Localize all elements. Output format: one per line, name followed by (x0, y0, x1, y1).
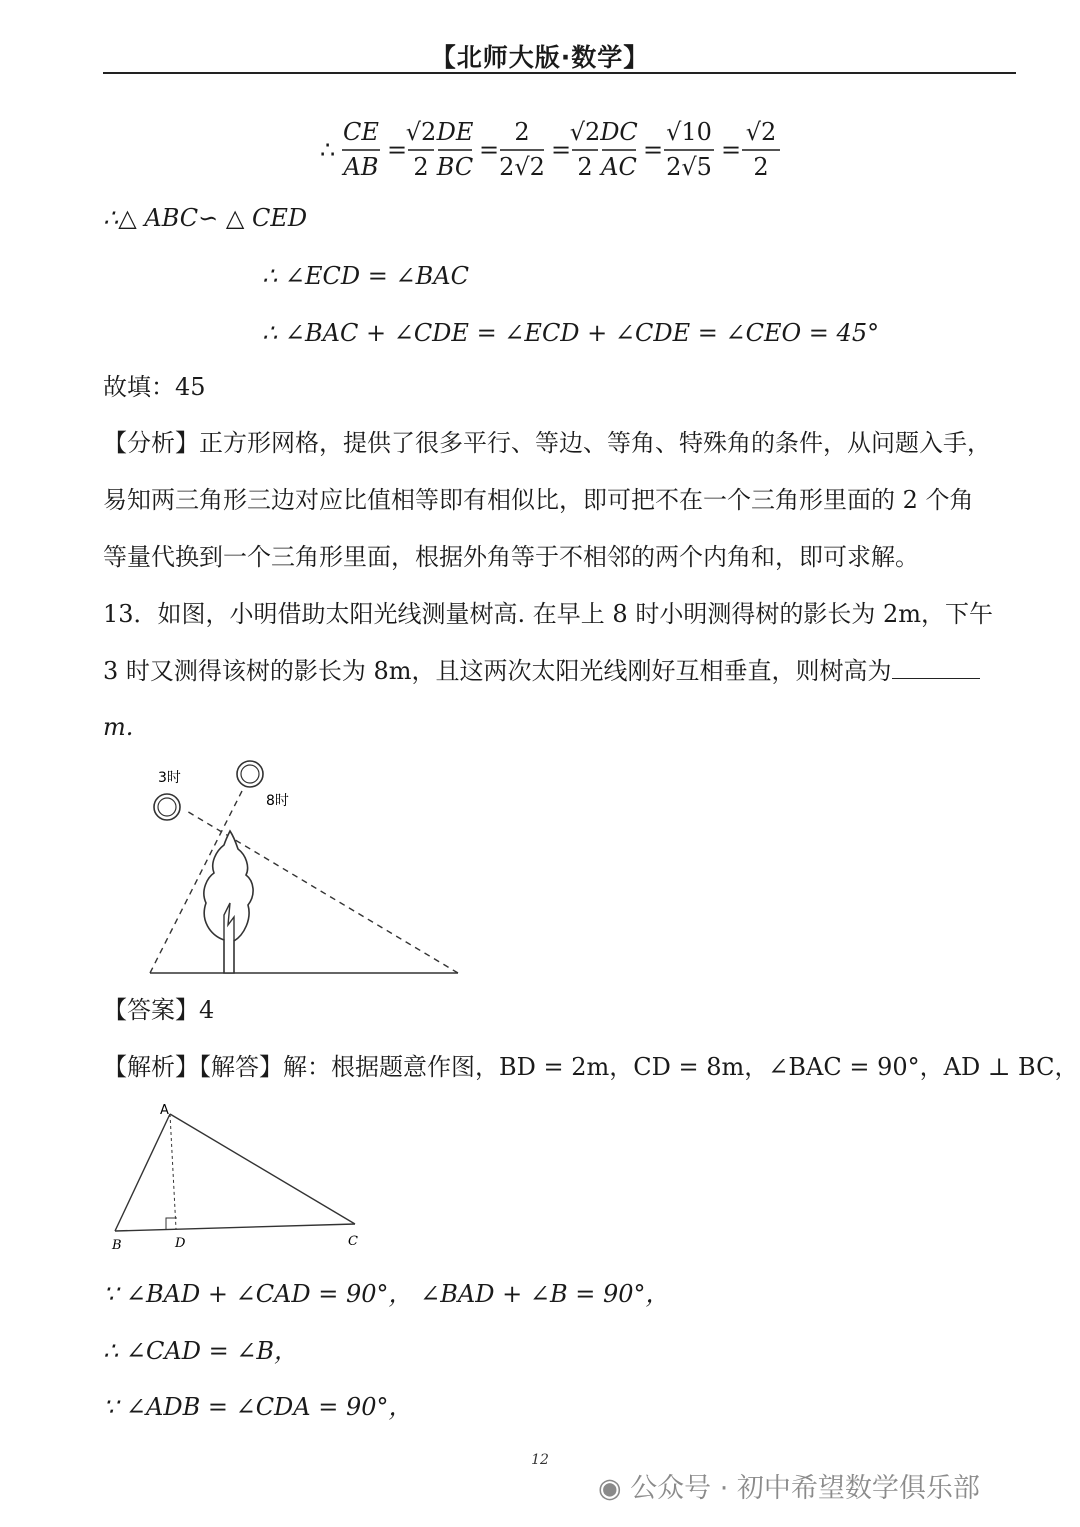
question-13-line-2 (103, 654, 1016, 687)
answer-blank (892, 654, 980, 679)
coef-denominator: 2 (577, 153, 593, 181)
triangle-figure (105, 1098, 375, 1258)
fraction-numerator: DC (600, 118, 638, 146)
equals-sign: = (721, 136, 742, 164)
coef-numerator: √2 (405, 118, 437, 146)
similar-triangles-line: ∴△ ABC∽ △ CED (103, 204, 308, 232)
coef-denominator: 2 (413, 153, 429, 181)
wechat-icon: ◉ (598, 1473, 622, 1504)
analysis-line-1: 【分析】正方形网格，提供了很多平行、等边、等角、特殊角的条件，从问题入手， (103, 429, 991, 457)
ratio-equation (318, 112, 818, 188)
analysis-line-3: 等量代换到一个三角形里面，根据外角等于不相邻的两个内角和，即可求解。 (103, 543, 919, 571)
fraction-numerator: √10 (666, 118, 712, 146)
step-line-2: ∴ ∠CAD = ∠B， (103, 1337, 299, 1365)
angle-sum-line: ∴ ∠BAC + ∠CDE = ∠ECD + ∠CDE = ∠CEO = 45° (262, 319, 880, 347)
fill-answer-line: 故填：45 (103, 373, 206, 401)
fraction-denominator: 2√2 (499, 153, 545, 181)
watermark (598, 1466, 980, 1505)
coef-numerator: √2 (569, 118, 601, 146)
label-8am: 8时 (266, 793, 289, 809)
label-3pm: 3时 (158, 770, 181, 786)
solution-line: 【解析】【解答】解：根据题意作图，BD = 2m，CD = 8m，∠BAC = 90°，AD ⊥ BC， (103, 1053, 1079, 1081)
equals-sign: = (479, 136, 500, 164)
question-13-line-1: 13．如图，小明借助太阳光线测量树高. 在早上 8 时小明测得树的影长为 2m，下午 (103, 600, 993, 628)
page-number: 12 (531, 1452, 549, 1468)
tree-shadow-figure (140, 755, 470, 980)
fraction-denominator: 2√5 (666, 153, 712, 181)
answer-line: 【答案】4 (103, 996, 215, 1024)
fraction-numerator: √2 (745, 118, 777, 146)
watermark-text: 公众号 · 初中希望数学俱乐部 (630, 1473, 980, 1504)
equals-sign: = (643, 136, 664, 164)
vertex-c-label: C (348, 1234, 358, 1249)
question-13-line-2-text: 3 时又测得该树的影长为 8m，且这两次太阳光线刚好互相垂直，则树高为 (103, 657, 892, 685)
analysis-line-2: 易知两三角形三边对应比值相等即有相似比，即可把不在一个三角形里面的 2 个角 (103, 486, 974, 514)
step-line-1: ∵ ∠BAD + ∠CAD = 90°， ∠BAD + ∠B = 90°， (103, 1280, 670, 1308)
therefore-symbol: ∴ (320, 136, 336, 164)
question-13-line-3: m. (103, 713, 134, 741)
equals-sign: = (551, 136, 572, 164)
fraction-numerator: DE (436, 118, 474, 146)
angle-equal-line: ∴ ∠ECD = ∠BAC (262, 262, 469, 290)
fraction-numerator: CE (343, 118, 379, 146)
fraction-denominator: AC (601, 153, 637, 181)
page-header: 【北师大版·数学】 (430, 43, 650, 72)
vertex-a-label: A (160, 1103, 169, 1118)
equals-sign: = (387, 136, 408, 164)
header-rule (103, 72, 1016, 74)
fraction-denominator: 2 (753, 153, 769, 181)
fraction-denominator: AB (343, 153, 379, 181)
vertex-b-label: B (112, 1238, 122, 1253)
fraction-denominator: BC (436, 153, 474, 181)
vertex-d-label: D (175, 1236, 186, 1251)
step-line-3: ∵ ∠ADB = ∠CDA = 90°， (103, 1393, 413, 1421)
fraction-numerator: 2 (514, 118, 530, 146)
